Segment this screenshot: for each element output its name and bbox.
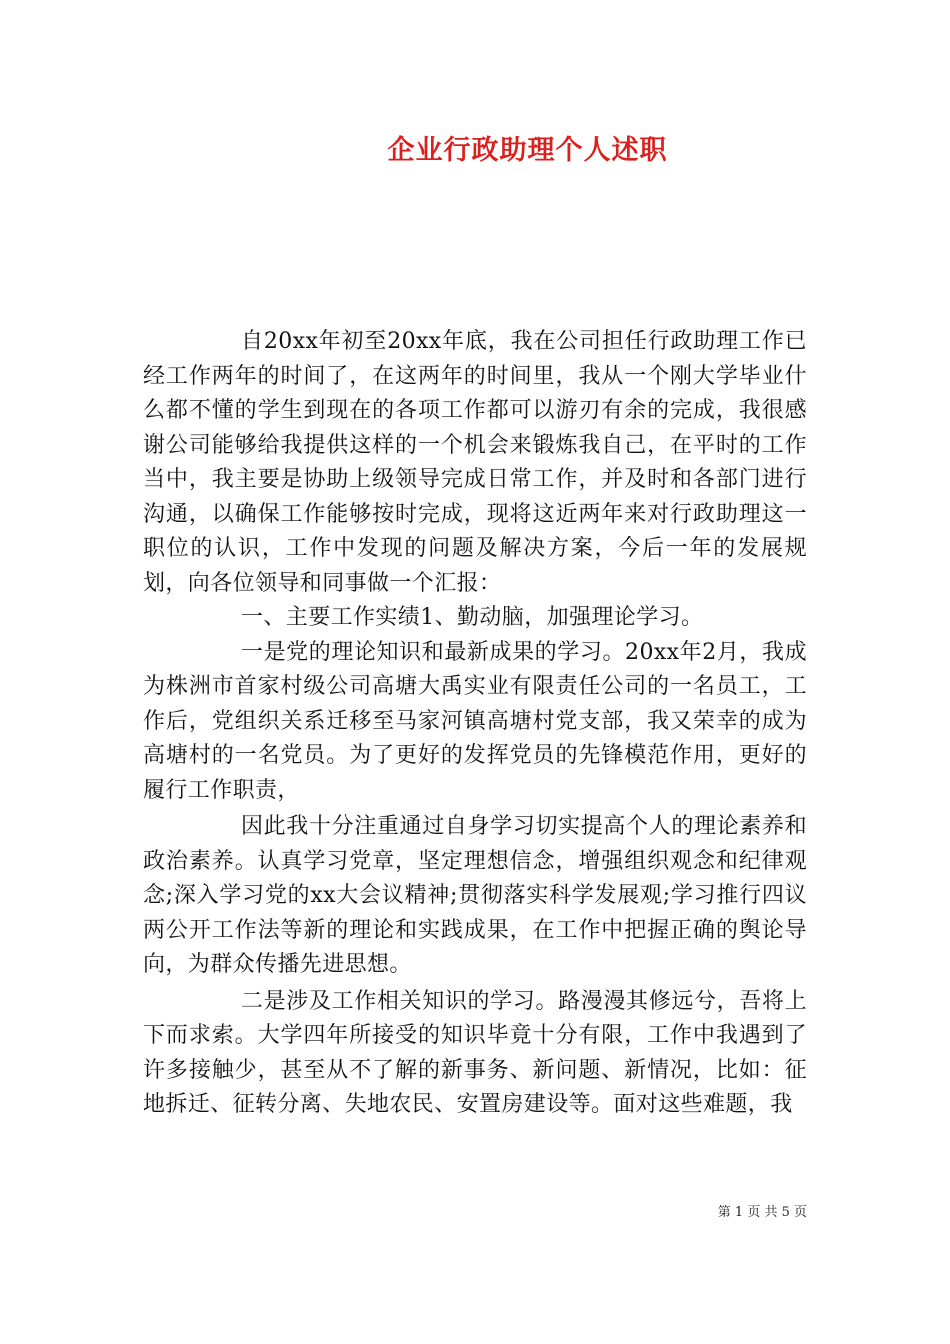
paragraph-political-study: 因此我十分注重通过自身学习切实提高个人的理论素养和政治素养。认真学习党章，坚定理想信念，增强组织观念和纪律观念;深入学习党的xx大会议精神;贯彻落实科学发展观;学习推行四议两公开工作法等新的理论和实践成果，在工作中把握正确的舆论导向，为群众传播先进思想。 bbox=[143, 814, 807, 977]
document-body bbox=[143, 325, 807, 1123]
document-title: 企业行政助理个人述职 bbox=[387, 135, 668, 166]
page-number-footer: 第 1 页 共 5 页 bbox=[717, 1205, 807, 1220]
paragraph-work-knowledge: 二是涉及工作相关知识的学习。路漫漫其修远兮，吾将上下而求索。大学四年所接受的知识毕竟十分有限，工作中我遇到了许多接触少，甚至从不了解的新事务、新问题、新情况，比如：征地拆迁、征转分离、失地农民、安置房建设等。面对这些难题，我 bbox=[143, 988, 807, 1117]
paragraph-intro: 自20xx年初至20xx年底，我在公司担任行政助理工作已经工作两年的时间了，在这两年的时间里，我从一个刚大学毕业什么都不懂的学生到现在的各项工作都可以游刃有余的完成，我很感谢公司能够给我提供这样的一个机会来锻炼我自己，在平时的工作当中，我主要是协助上级领导完成日常工作，并及时和各部门进行沟通，以确保工作能够按时完成，现将这近两年来对行政助理这一职位的认识，工作中发现的问题及解决方案，今后一年的发展规划，向各位领导和同事做一个汇报： bbox=[143, 329, 807, 596]
paragraph-party-theory: 一是党的理论知识和最新成果的学习。20xx年2月，我成为株洲市首家村级公司高塘大禹实业有限责任公司的一名员工，工作后，党组织关系迁移至马家河镇高塘村党支部，我又荣幸的成为高塘村的一名党员。为了更好的发挥党员的先锋模范作用，更好的履行工作职责， bbox=[143, 639, 807, 803]
paragraph-section-heading: 一、主要工作实绩1、勤动脑，加强理论学习。 bbox=[241, 605, 704, 630]
